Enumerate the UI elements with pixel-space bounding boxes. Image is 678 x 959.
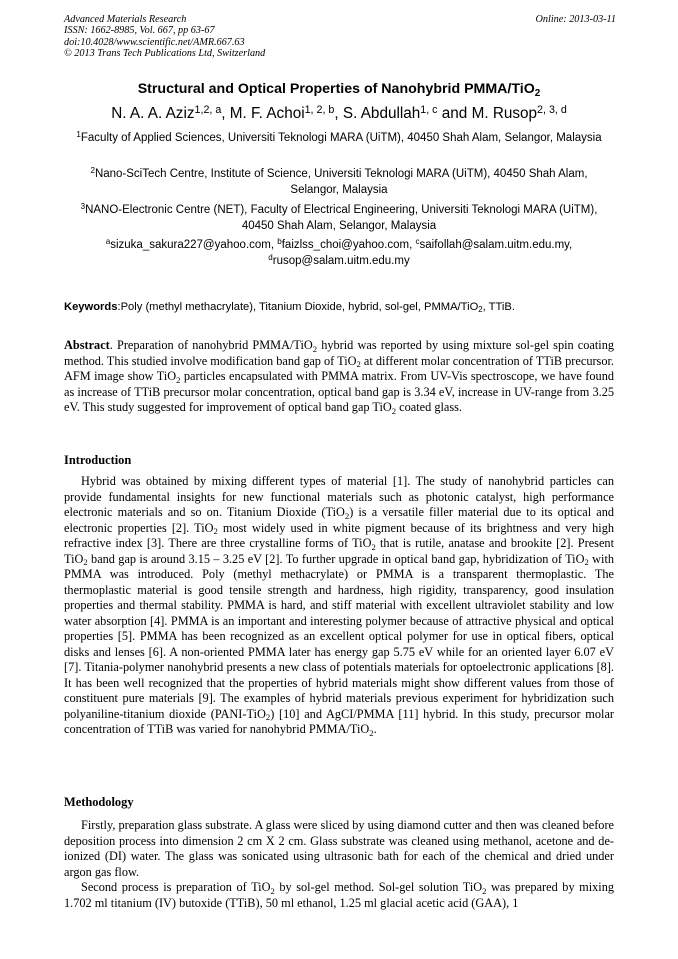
author-separator: , <box>221 105 230 122</box>
email-link[interactable]: saifollah@salam.uitm.edu.my, <box>419 239 573 251</box>
introduction-paragraph <box>64 474 614 738</box>
email-mark: d <box>268 252 273 262</box>
author-name: N. A. A. Aziz <box>111 105 195 122</box>
introduction-heading: Introduction <box>64 453 132 467</box>
abstract-text: hybrid was reported by using mixture sol-gel spin coating method. This studied involve modification band gap of TiO <box>64 338 614 368</box>
intro-text: . <box>373 722 377 736</box>
subscript: 2 <box>312 343 318 354</box>
methodology-text: Second process is preparation of TiO <box>81 880 271 894</box>
methodology-text: was prepared by mixing 1.702 ml titanium (IV) butoxide (TTiB), 50 ml ethanol, 1.25 ml glacial acetic acid (GAA), 1 <box>64 880 614 910</box>
affiliation-mark: 1 <box>76 130 81 140</box>
email-link[interactable]: sizuka_sakura227@yahoo.com, <box>110 239 278 251</box>
author-name: M. Rusop <box>471 105 538 122</box>
intro-text: with PMMA was introduced. Poly (methyl methacrylate) or PMMA is a transparent thermoplastic. The thermoplastic material is good tensile strength and hardness, high rigidity, transparency, good insulation properties and thermal stability. PMMA is hard, and stiff material with excellent ultraviolet stability and low water absorption [4]. PMMA is an important and interesting polymer because of attractive physical and optical properties [5]. PMMA has been recognized as an excellent optical polymer for use in optical fibers, optical disks and lenses [6]. A non-oriented PMMA later has energy gap 5.75 eV while for an oriented layer 6.07 eV [7]. Titania-polymer nanohybrid presents a new class of potentials materials for optoelectronic applications [8]. It has been well recognized that the properties of hybrid materials might show different values from those of constituent pure materials [9]. The examples of hybrid materials previous experiment for hybridization such polyaniline-titanium dioxide (PANI-TiO <box>64 551 615 721</box>
author-emails <box>70 238 608 269</box>
journal-name: Advanced Materials Research <box>64 14 187 25</box>
subscript: 2 <box>356 359 361 370</box>
intro-text: that is rutile, anatase and brookite [2]. Present TiO <box>64 536 614 566</box>
affiliation-mark: 3 <box>80 202 86 212</box>
author-list <box>40 104 638 123</box>
affiliation-text: Faculty of Applied Sciences, Universiti Teknologi MARA (UiTM), 40450 Shah Alam, Selangor, Malaysia <box>80 132 602 144</box>
methodology-paragraph-1: Firstly, preparation glass substrate. A glass were sliced by using diamond cutter and then was cleaned before deposition process into dimension 2 cm X 2 cm. Glass substrate was cleaned using methanol, acetone and de-ionized (DI) water. The glass was sonicated using ultrasonic bath for each of the chemical and dried under argon gas flow. <box>64 818 614 879</box>
affiliation-text: NANO-Electronic Centre (NET), Faculty of Electrical Engineering, Universiti Teknologi MARA (UiTM), 40450 Shah Alam, Selangor, Malaysia <box>85 204 598 232</box>
subscript: 2 <box>265 712 271 723</box>
affiliation-3 <box>70 203 608 234</box>
intro-text: ) is a versatile filler material due to its optical and electronic properties [2]. TiO <box>64 505 614 535</box>
author-marks: 1, 2, b <box>304 104 335 117</box>
title-text: Structural and Optical Properties of Nanohybrid PMMA/TiO <box>137 81 535 97</box>
keywords <box>64 300 616 315</box>
affiliation-1 <box>70 131 608 147</box>
keywords-text-end: , TTiB. <box>482 301 515 313</box>
intro-text: band gap is around 3.15 – 3.25 eV [2]. To further upgrade in optical band gap, hybridization of TiO <box>87 551 585 566</box>
intro-text: ) [10] and AgCI/PMMA [11] hybrid. In this study, precursor molar concentration of TTiB was varied for nanohybrid PMMA/TiO <box>64 706 614 736</box>
online-date: Online: 2013-03-11 <box>535 14 616 25</box>
abstract-label: Abstract <box>64 338 110 352</box>
subscript: 2 <box>270 885 275 896</box>
author-separator: and <box>437 105 472 122</box>
subscript: 2 <box>584 557 589 568</box>
author-name: M. F. Achoi <box>229 105 305 122</box>
author-separator: , <box>334 105 343 122</box>
subscript: 2 <box>83 557 88 568</box>
author-marks: 2, 3, d <box>537 104 567 117</box>
subscript: 2 <box>369 727 374 738</box>
journal-header <box>64 14 616 60</box>
keywords-subscript: 2 <box>478 305 483 315</box>
subscript: 2 <box>482 885 487 896</box>
doi-line: doi:10.4028/www.scientific.net/AMR.667.63 <box>64 36 245 48</box>
copyright-line: © 2013 Trans Tech Publications Ltd, Switzerland <box>64 48 266 60</box>
methodology-paragraph-2 <box>64 880 614 911</box>
author-name: S. Abdullah <box>342 105 421 122</box>
email-link[interactable]: rusop@salam.uitm.edu.my <box>272 254 410 267</box>
issn-line: ISSN: 1662-8985, Vol. 667, pp 63-67 <box>64 25 215 37</box>
methodology-heading: Methodology <box>64 795 134 809</box>
subscript: 2 <box>391 405 397 416</box>
author-marks: 1, c <box>420 104 438 117</box>
email-mark: a <box>105 237 111 247</box>
subscript: 2 <box>344 510 350 521</box>
subscript: 2 <box>213 526 218 537</box>
subscript: 2 <box>371 541 376 552</box>
email-mark: b <box>277 237 282 247</box>
abstract-text: particles encapsulated with PMMA matrix. From UV-Vis spectroscope, we have found as increase of TTiB precursor molar concentration, optical band gap is 3.34 eV, increase in UV-range from 3.25 eV. This study suggested for improvement of optical band gap TiO <box>64 369 614 414</box>
subscript: 2 <box>176 374 181 385</box>
intro-text: Hybrid was obtained by mixing different types of material [1]. The study of nanohybrid particles can provide fundamental insights for new functional materials such as photonic catalyst, high performance electronic materials and so on. Titanium Dioxide (TiO <box>64 474 614 519</box>
abstract-text: at different molar concentration of TTiB precursor. AFM image show TiO <box>64 353 614 383</box>
keywords-label: Keywords <box>64 301 118 313</box>
affiliation-mark: 2 <box>90 166 95 176</box>
intro-text: most widely used in white pigment because of its brightness and very high refractive index [3]. There are three crystalline forms of TiO <box>64 520 614 550</box>
author-marks: 1,2, a <box>194 104 222 117</box>
affiliation-2 <box>70 167 608 198</box>
title-subscript: 2 <box>534 87 541 99</box>
email-link[interactable]: faizlss_choi@yahoo.com, <box>281 239 416 251</box>
abstract-text: coated glass. <box>396 400 462 414</box>
keywords-text: :Poly (methyl methacrylate), Titanium Dioxide, hybrid, sol-gel, PMMA/TiO <box>117 301 479 313</box>
paper-title <box>40 81 638 98</box>
abstract-text: . Preparation of nanohybrid PMMA/TiO <box>109 338 313 352</box>
methodology-text: by sol-gel method. Sol-gel solution TiO <box>274 880 483 894</box>
abstract <box>64 338 614 416</box>
affiliation-text: Nano-SciTech Centre, Institute of Science, Universiti Teknologi MARA (UiTM), 40450 Shah Alam, Selangor, Malaysia <box>94 168 588 196</box>
email-mark: c <box>415 237 420 247</box>
